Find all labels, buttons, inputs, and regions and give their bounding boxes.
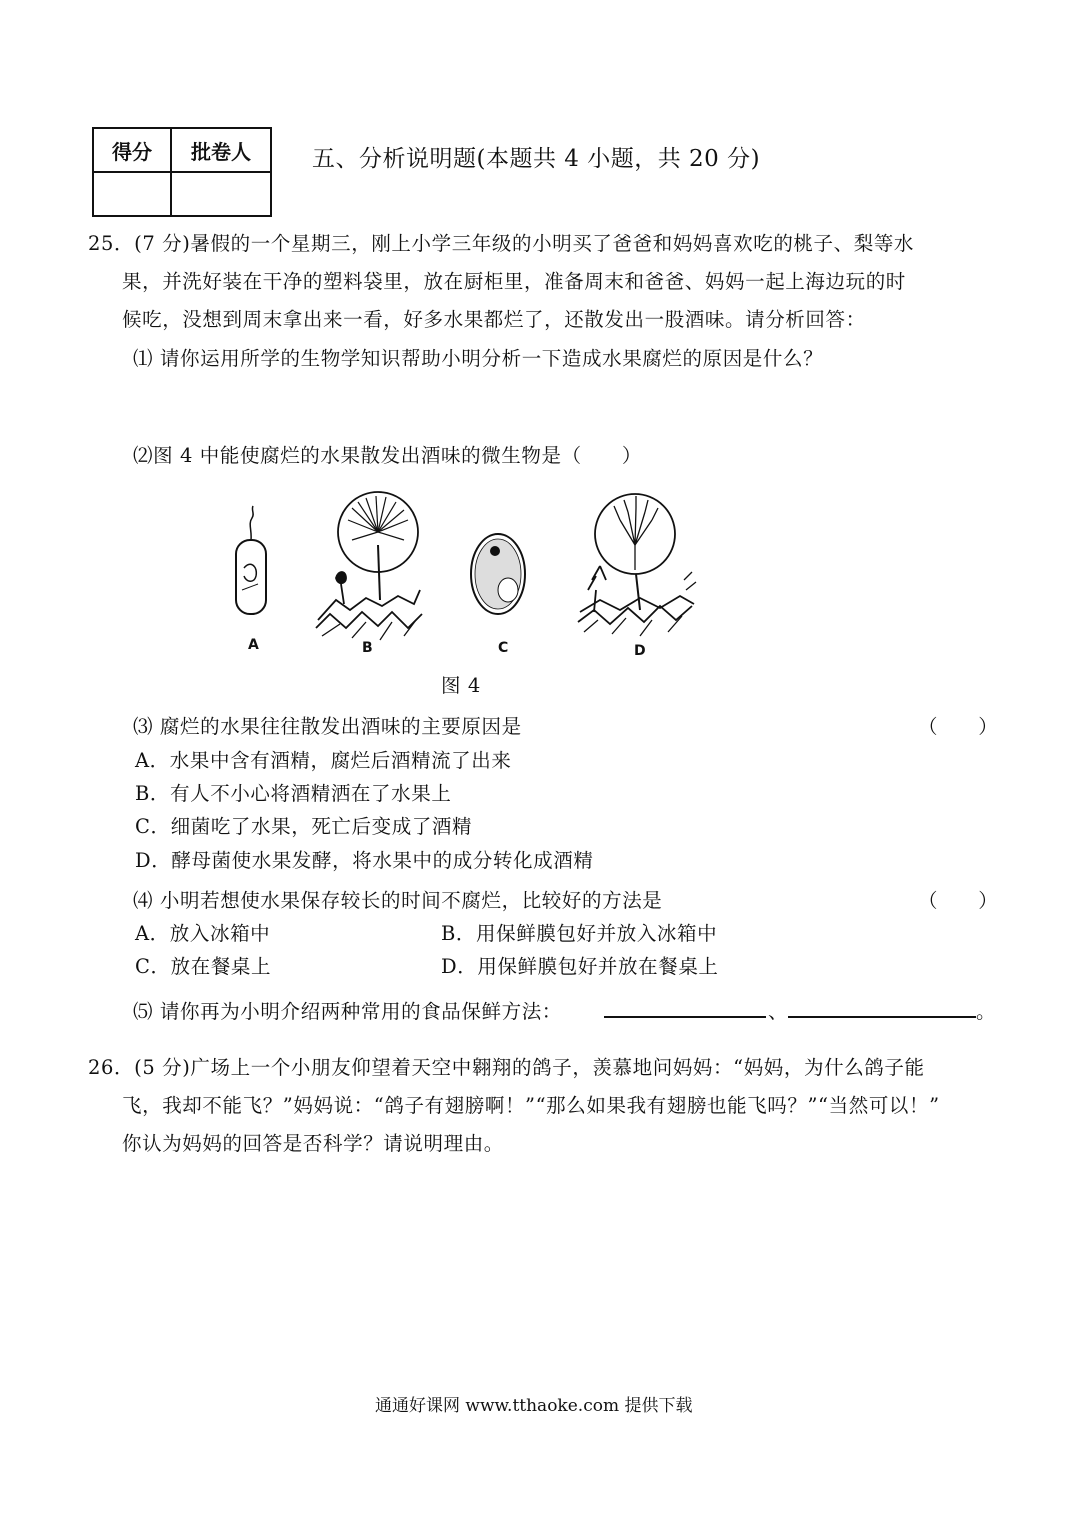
q25-sub1: ⑴ 请你运用所学的生物学知识帮助小明分析一下造成水果腐烂的原因是什么？	[133, 347, 824, 370]
q26-line-3: 你认为妈妈的回答是否科学？请说明理由。	[122, 1132, 504, 1155]
figure-label-d: D	[634, 643, 646, 659]
q25-sub4-option-b: B．用保鲜膜包好并放入冰箱中	[441, 922, 718, 945]
mold-illustration	[316, 492, 422, 640]
q25-sub3-stem: ⑶ 腐烂的水果往往散发出酒味的主要原因是	[133, 715, 522, 738]
q25-sub3-option-a: A．水果中含有酒精，腐烂后酒精流了出来	[135, 749, 512, 772]
yeast-illustration	[471, 534, 525, 614]
q25-line-2: 果，并洗好装在干净的塑料袋里，放在厨柜里，准备周末和爸爸、妈妈一起上海边玩的时	[122, 270, 906, 293]
figure-caption: 图 4	[441, 674, 481, 697]
q26-line-1: 26．(5 分)广场上一个小朋友仰望着天空中翱翔的鸽子，羡慕地问妈妈：“妈妈，为什么鸽子能	[88, 1056, 925, 1079]
figure-label-c: C	[498, 640, 509, 656]
q25-sub3-option-d: D．酵母菌使水果发酵，将水果中的成分转化成酒精	[135, 849, 594, 872]
figure-label-b: B	[362, 640, 373, 656]
answer-blank-1[interactable]	[604, 1016, 766, 1018]
answer-blank-2[interactable]	[788, 1016, 976, 1018]
bacterium-illustration	[236, 506, 266, 614]
q25-sub3-bracket: （ ）	[918, 715, 999, 738]
q25-sub3-option-c: C．细菌吃了水果，死亡后变成了酒精	[135, 815, 473, 838]
q25-sub4-bracket: （ ）	[918, 889, 999, 912]
score-header: 得分	[93, 128, 171, 172]
q25-sub4-stem: ⑷ 小明若想使水果保存较长的时间不腐烂，比较好的方法是	[133, 889, 663, 912]
q25-sub2: ⑵图 4 中能使腐烂的水果散发出酒味的微生物是（ ）	[133, 444, 643, 467]
q25-line-1: 25．(7 分)暑假的一个星期三，刚上小学三年级的小明买了爸爸和妈妈喜欢吃的桃子、梨等水	[88, 232, 915, 255]
figure-label-a: A	[248, 637, 259, 653]
footer-text: 通通好课网 www.tthaoke.com 提供下载	[375, 1396, 693, 1416]
q25-line-3: 候吃，没想到周末拿出来一看，好多水果都烂了，还散发出一股酒味。请分析回答：	[122, 308, 866, 331]
q25-sub4-option-a: A．放入冰箱中	[135, 922, 271, 945]
q25-sub4-option-c: C．放在餐桌上	[135, 955, 272, 978]
q25-sub5-end: 。	[976, 1000, 997, 1023]
q26-line-2: 飞，我却不能飞？”妈妈说：“鸽子有翅膀啊！”“那么如果我有翅膀也能飞吗？”“当然可以！”	[122, 1094, 940, 1117]
q25-sub5-stem: ⑸ 请你再为小明介绍两种常用的食品保鲜方法：	[133, 1000, 562, 1023]
q25-sub3-option-b: B．有人不小心将酒精洒在了水果上	[135, 782, 452, 805]
q25-sub4-option-d: D．用保鲜膜包好并放在餐桌上	[441, 955, 719, 978]
penicillium-illustration	[578, 494, 696, 636]
grader-header: 批卷人	[171, 128, 271, 172]
section-title: 五、分析说明题(本题共 4 小题，共 20 分)	[312, 146, 761, 172]
q25-sub5-separator: 、	[768, 1000, 789, 1023]
